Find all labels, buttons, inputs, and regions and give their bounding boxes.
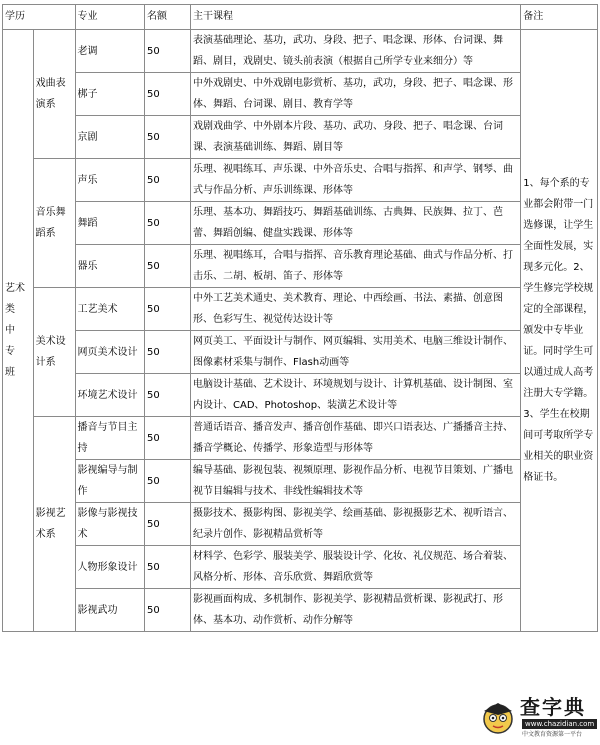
major-name: 梆子 <box>76 73 145 115</box>
major-courses: 摄影技术、摄影构图、影视美学、绘画基础、影视摄影艺术、视听语言、纪录片创作、影视精品赏析等 <box>191 503 520 545</box>
major-courses: 普通话语音、播音发声、播音创作基础、即兴口语表达、广播播音主持、播音学概论、传播学、形象造型与形体等 <box>191 417 520 459</box>
education-level-text: 类 <box>5 304 15 315</box>
major-quota: 50 <box>145 116 190 158</box>
table-row <box>3 159 597 201</box>
major-name: 舞蹈 <box>76 202 145 244</box>
major-courses: 编导基础、影视包装、视频原理、影视作品分析、电视节目策划、广播电视节目编辑与技术、非线性编辑技术等 <box>191 460 520 502</box>
mascot-logo-icon <box>478 697 518 737</box>
major-courses: 乐理、基本功、舞蹈技巧、舞蹈基础训练、古典舞、民族舞、拉丁、芭蕾、舞蹈创编、健盘实践课、形体等 <box>191 202 520 244</box>
major-courses: 乐理、视唱练耳，合唱与指挥、音乐教育理论基础、曲式与作品分析、打击乐、二胡、板胡、笛子、形体等 <box>191 245 520 287</box>
major-courses: 中外戏剧史、中外戏剧电影赏析、基功，武功，身段、把子、唱念课、形体、舞蹈、台词课、剧目、教育学等 <box>191 73 520 115</box>
major-quota: 50 <box>145 202 190 244</box>
table-row <box>3 546 597 588</box>
table-row <box>3 73 597 115</box>
major-quota: 50 <box>145 30 190 72</box>
department-cell: 影视艺术系 <box>34 417 75 631</box>
watermark-slogan: 中文教育资源第一平台 <box>522 731 583 738</box>
major-quota: 50 <box>145 460 190 502</box>
major-quota: 50 <box>145 288 190 330</box>
department-cell: 美术设计系 <box>34 288 75 416</box>
major-courses: 网页美工、平面设计与制作、网页编辑、实用美术、电脑三维设计制作、图像素材采集与制作、Flash动画等 <box>191 331 520 373</box>
major-name: 环境艺术设计 <box>76 374 145 416</box>
table-row <box>3 589 597 631</box>
watermark-title: 查字典 <box>520 695 586 719</box>
table-row <box>3 116 597 158</box>
header-courses: 主干课程 <box>191 5 520 29</box>
education-level-text: 专 <box>5 346 15 357</box>
header-quota: 名额 <box>145 5 190 29</box>
major-name: 老调 <box>76 30 145 72</box>
major-name: 播音与节目主持 <box>76 417 145 459</box>
major-quota: 50 <box>145 589 190 631</box>
major-quota: 50 <box>145 159 190 201</box>
major-name: 影视编导与制作 <box>76 460 145 502</box>
table-row <box>3 374 597 416</box>
table-row <box>3 460 597 502</box>
major-courses: 影视画面构成、多机制作、影视美学、影视精品赏析课、影视武打、形体、基本功、动作赏析、动作分解等 <box>191 589 520 631</box>
table-row <box>3 202 597 244</box>
major-courses: 材料学、色彩学、服装美学、服装设计学、化妆、礼仪规范、场合着装、风格分析、形体、音乐欣赏、舞蹈欣赏等 <box>191 546 520 588</box>
header-notes: 备注 <box>521 5 597 29</box>
major-name: 人物形象设计 <box>76 546 145 588</box>
watermark-url: www.chazidian.com <box>522 719 597 729</box>
major-courses: 中外工艺美术通史、美术教育、理论、中西绘画、书法、素描、创意图形、色彩写生、视觉传达设计等 <box>191 288 520 330</box>
major-courses: 表演基础理论、基功，武功、身段、把子、唱念课、形体、台词课、舞蹈、剧目，戏剧史、镜头前表演（根据自己所学专业来细分）等 <box>191 30 520 72</box>
major-courses: 乐理、视唱练耳、声乐课、中外音乐史、合唱与指挥、和声学、钢琴、曲式与作品分析、声乐训练课、形体等 <box>191 159 520 201</box>
header-row <box>3 5 597 29</box>
education-level-text: 班 <box>5 367 15 378</box>
major-courses: 戏剧戏曲学、中外剧本片段、基功、武功、身段、把子、唱念课、台词课、表演基础训练、舞蹈、剧目等 <box>191 116 520 158</box>
department-cell: 音乐舞蹈系 <box>34 159 75 287</box>
education-level-text: 中 <box>5 325 15 336</box>
major-name: 京剧 <box>76 116 145 158</box>
major-name: 器乐 <box>76 245 145 287</box>
site-watermark <box>478 695 596 741</box>
table-row <box>3 288 597 330</box>
major-quota: 50 <box>145 73 190 115</box>
table-row <box>3 503 597 545</box>
major-quota: 50 <box>145 546 190 588</box>
curriculum-table <box>2 4 598 632</box>
major-quota: 50 <box>145 417 190 459</box>
education-level-text: 艺术 <box>5 283 25 294</box>
table-row <box>3 245 597 287</box>
table-row <box>3 417 597 459</box>
major-name: 影像与影视技术 <box>76 503 145 545</box>
table-row <box>3 331 597 373</box>
major-quota: 50 <box>145 245 190 287</box>
major-quota: 50 <box>145 503 190 545</box>
major-quota: 50 <box>145 374 190 416</box>
major-name: 工艺美术 <box>76 288 145 330</box>
department-cell: 戏曲表演系 <box>34 30 75 158</box>
major-name: 声乐 <box>76 159 145 201</box>
notes-cell: 1、每个系的专业都会附带一门选修课，让学生全面性发展，实现多元化。2、学生修完学校规定的全部课程，颁发中专毕业证。同时学生可以通过成人高考注册大专学籍。3、学生在校期间可考取所学专业相关的职业资格证书。 <box>521 30 597 631</box>
header-major: 专业 <box>76 5 145 29</box>
major-name: 影视武功 <box>76 589 145 631</box>
major-quota: 50 <box>145 331 190 373</box>
header-education: 学历 <box>3 5 75 29</box>
table-row <box>3 30 597 72</box>
major-courses: 电脑设计基础、艺术设计、环境规划与设计、计算机基础、设计制图、室内设计、CAD、Photoshop、装潢艺术设计等 <box>191 374 520 416</box>
education-level-cell <box>3 30 33 631</box>
major-name: 网页美术设计 <box>76 331 145 373</box>
